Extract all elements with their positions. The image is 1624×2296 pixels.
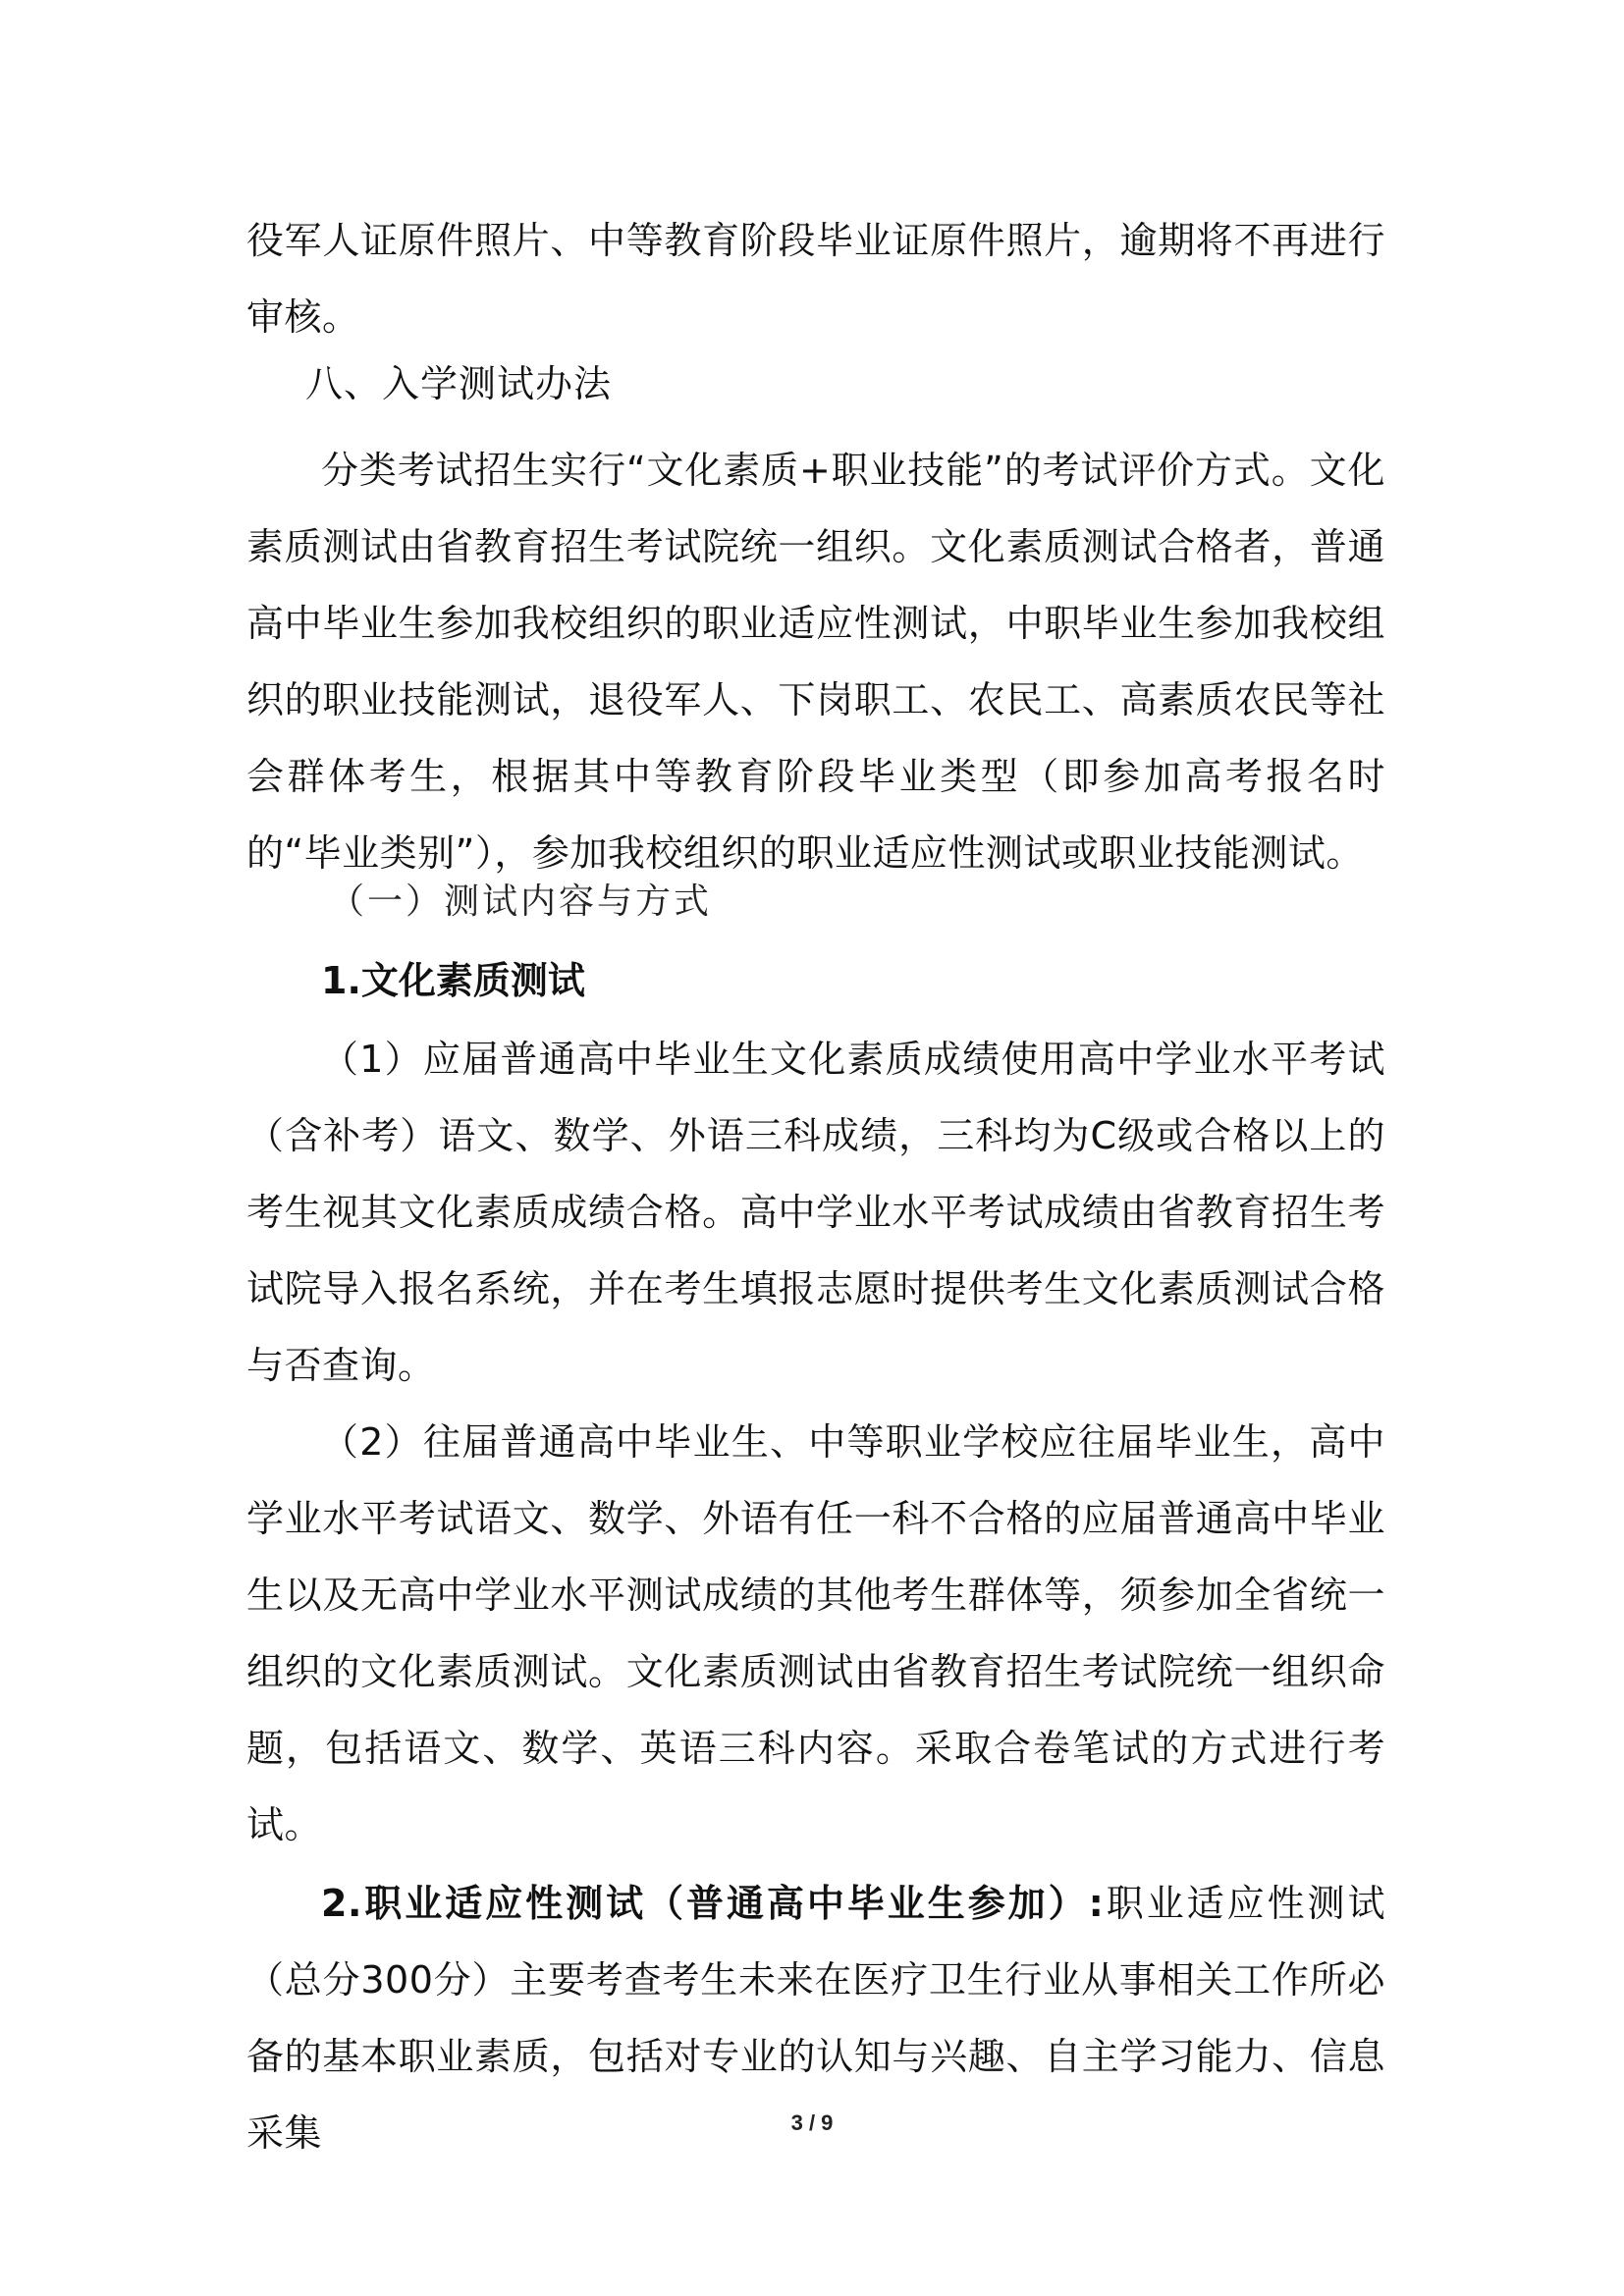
paragraph-intro: 分类考试招生实行“文化素质+职业技能”的考试评价方式。文化素质测试由省教育招生考试院统一组织。文化素质测试合格者，普通高中毕业生参加我校组织的职业适应性测试，中职毕业生参加我校组织的职业技能测试，退役军人、下岗职工、农民工、高素质农民等社会群体考生，根据其中等教育阶段毕业类型（即参加高考报名时的“毕业类别”），参加我校组织的职业适应性测试或职业技能测试。	[246, 449, 1385, 875]
subsection-title: （一）测试内容与方式	[329, 881, 713, 922]
section-title: 八、入学测试办法	[305, 362, 613, 405]
paragraph-other-graduates: （2）往届普通高中毕业生、中等职业学校应往届毕业生，高中学业水平考试语文、数学、外语有任一科不合格的应届普通高中毕业生以及无高中学业水平测试成绩的其他考生群体等，须参加全省统一组织的文化素质测试。文化素质测试由省教育招生考试院统一组织命题，包括语文、数学、英语三科内容。采取合卷笔试的方式进行考试。	[246, 1420, 1385, 1846]
item-title-culture-test: 1.文化素质测试	[321, 959, 585, 1002]
item-title-aptitude-test: 2.职业适应性测试（普通高中毕业生参加）:	[321, 1882, 1105, 1925]
aptitude-test-body: 职业适应性测试（总分300分）主要考查考生未来在医疗卫生行业从事相关工作所必备的基本职业素质，包括对专业的认知与兴趣、自主学习能力、信息采集	[246, 1882, 1385, 2155]
page-number: 3 / 9	[790, 2110, 834, 2135]
paragraph-continuation: 役军人证原件照片、中等教育阶段毕业证原件照片，逾期将不再进行审核。	[246, 219, 1385, 339]
paragraph-fresh-graduates: （1）应届普通高中毕业生文化素质成绩使用高中学业水平考试（含补考）语文、数学、外语三科成绩，三科均为C级或合格以上的考生视其文化素质成绩合格。高中学业水平考试成绩由省教育招生考试院导入报名系统，并在考生填报志愿时提供考生文化素质测试合格与否查询。	[246, 1038, 1385, 1387]
